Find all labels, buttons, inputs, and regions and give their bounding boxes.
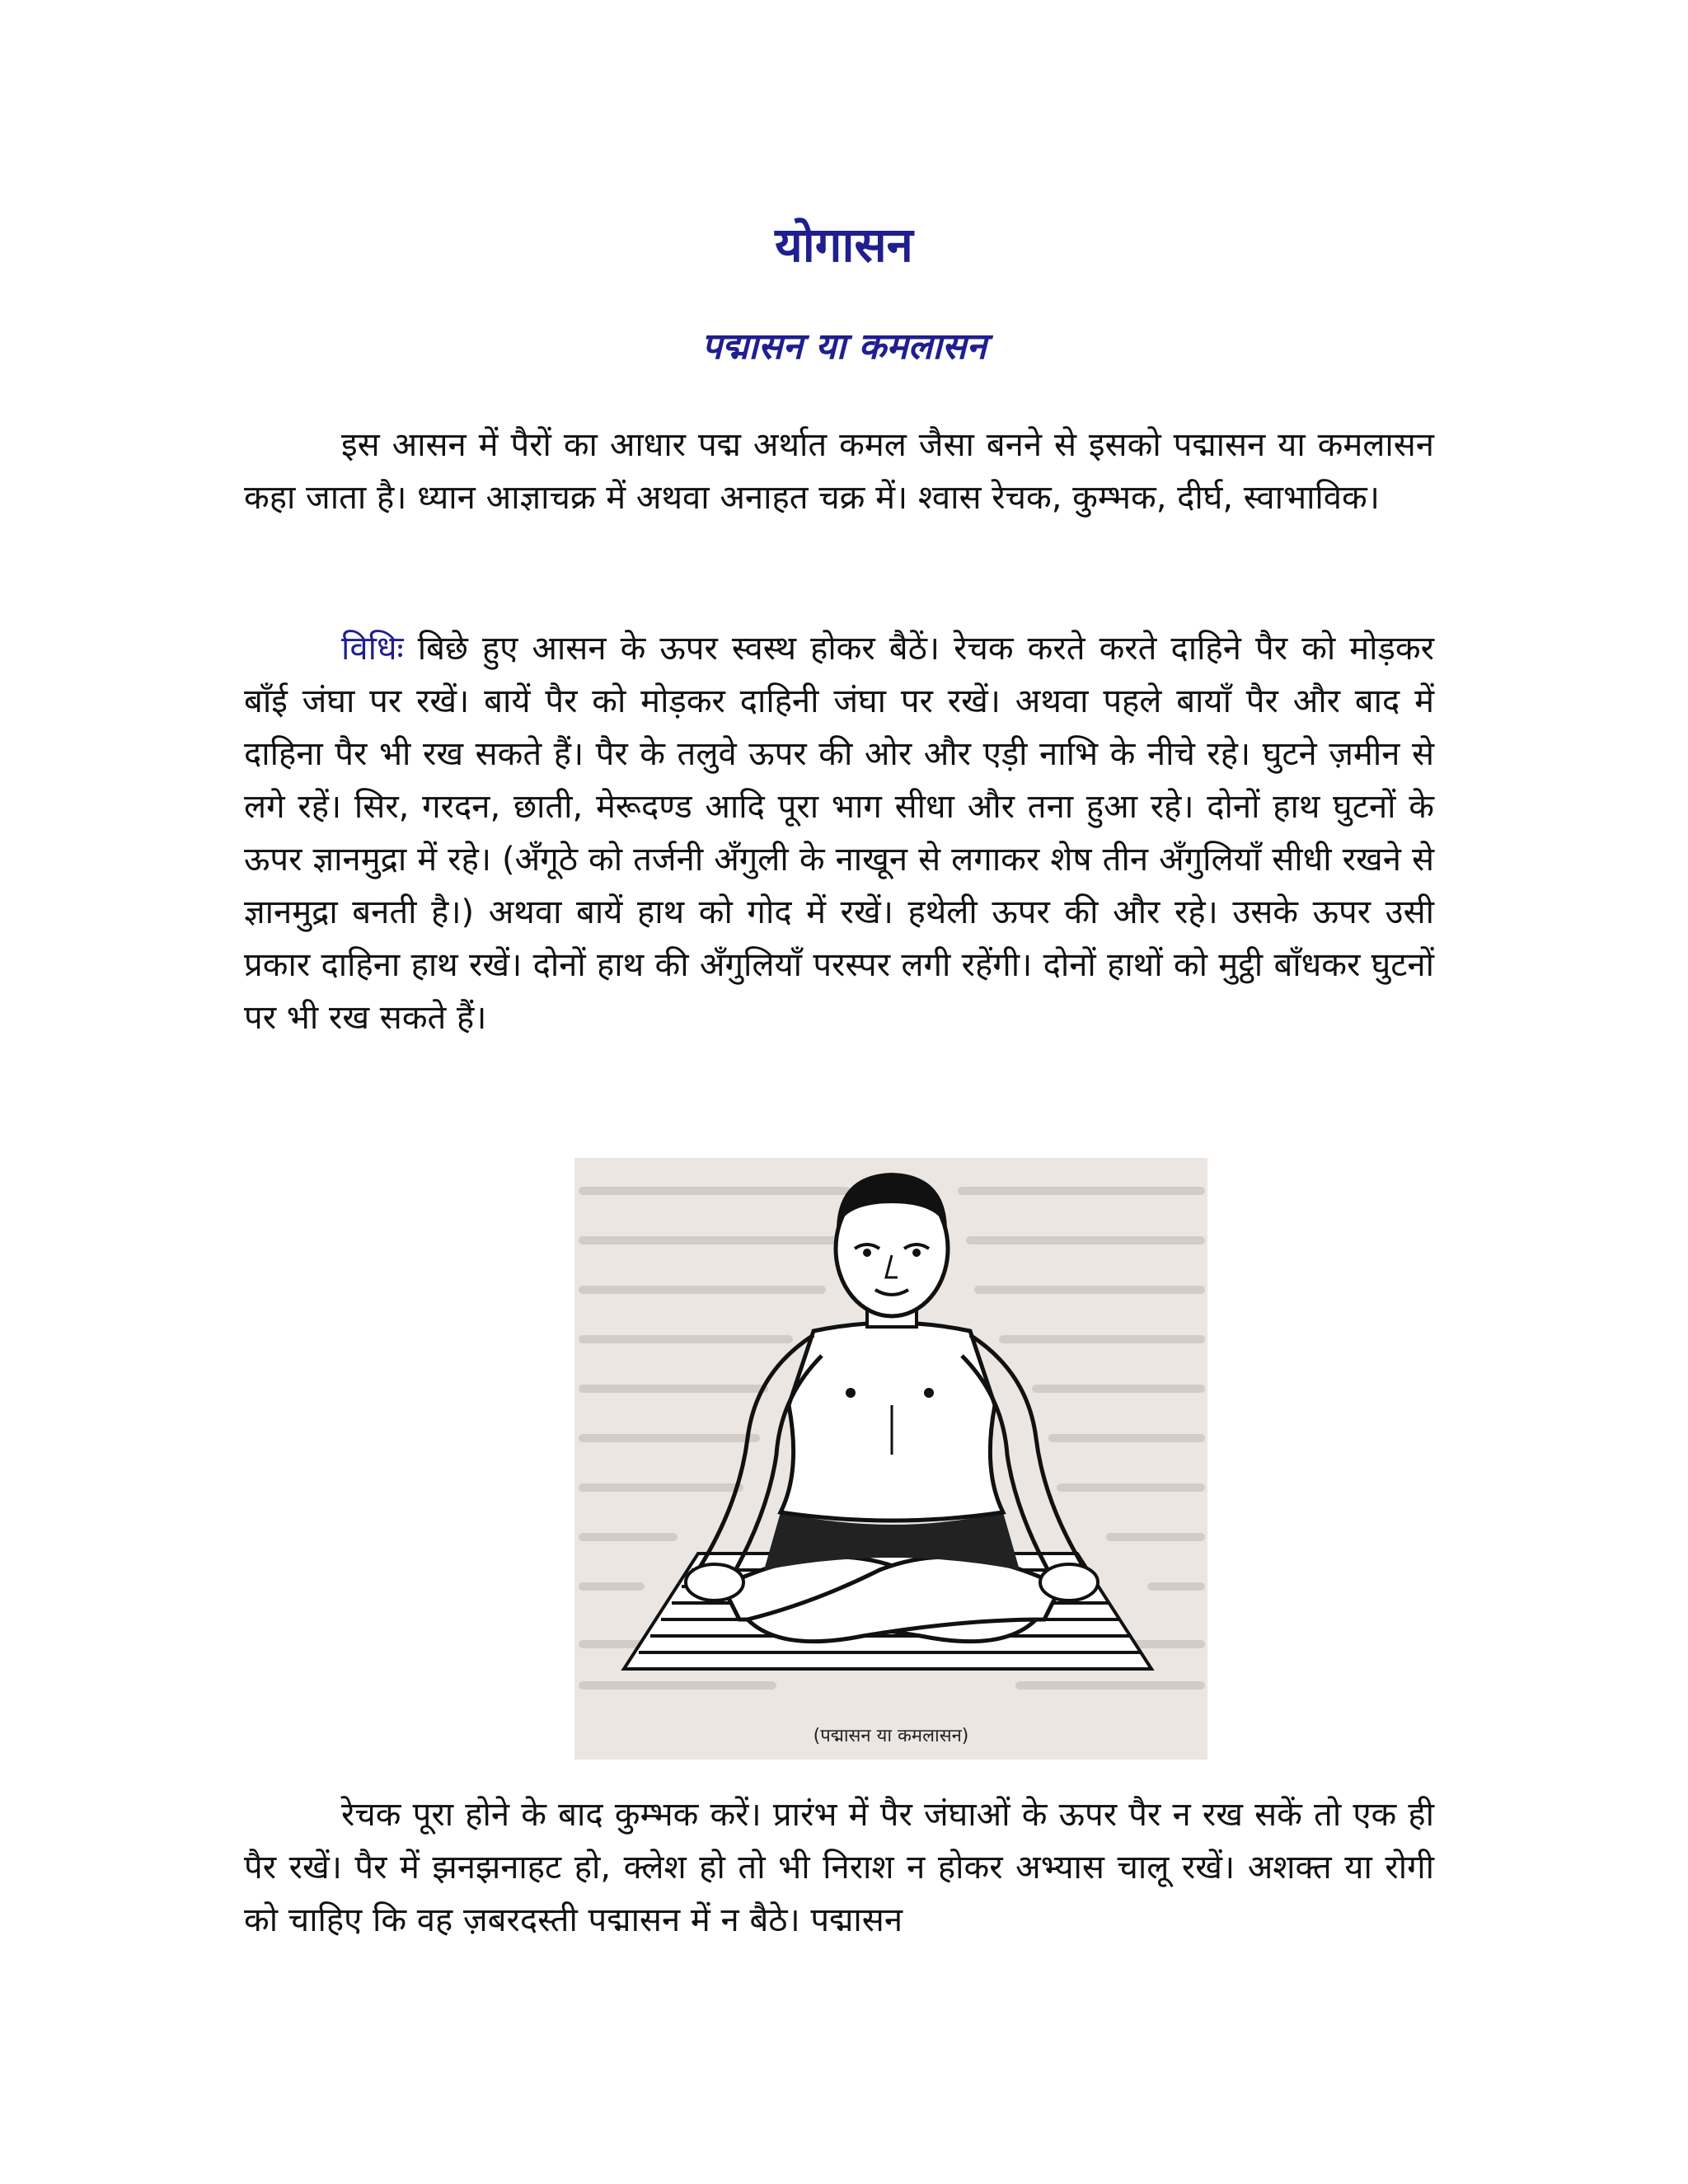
method-paragraph [244, 622, 1434, 1044]
figure-caption: (पद्मासन या कमलासन) [813, 1726, 969, 1746]
padmasana-illustration [574, 1158, 1207, 1718]
padmasana-figure [574, 1158, 1207, 1760]
section-subtitle: पद्मासन या कमलासन [701, 326, 987, 368]
method-label: विधिः [341, 630, 404, 668]
continuation-paragraph-text: रेचक पूरा होने के बाद कुम्भक करें। प्रारंभ में पैर जंघाओं के ऊपर पैर न रख सकें तो एक ही पैर रखें। पैर में झनझनाहट हो, क्लेश हो तो भी निराश न होकर अभ्यास चालू रखें। अशक्त या रोगी को चाहिए कि वह ज़बरदस्ती पद्मासन में न बैठे। पद्मासन [244, 1796, 1434, 1939]
page-title: योगासन [775, 217, 913, 273]
intro-paragraph-text: इस आसन में पैरों का आधार पद्म अर्थात कमल जैसा बनने से इसको पद्मासन या कमलासन कहा जाता है। ध्यान आज्ञाचक्र में अथवा अनाहत चक्र में। श्वास रेचक, कुम्भक, दीर्घ, स्वाभाविक। [244, 426, 1434, 517]
method-paragraph-text: बिछे हुए आसन के ऊपर स्वस्थ होकर बैठें। रेचक करते करते दाहिने पैर को मोड़कर बाँई जंघा पर रखें। बायें पैर को मोड़कर दाहिनी जंघा पर रखें। अथवा पहले बायाँ पैर और बाद में दाहिना पैर भी रख सकते हैं। पैर के तलुवे ऊपर की ओर और एड़ी नाभि के नीचे रहे। घुटने ज़मीन से लगे रहें। सिर, गरदन, छाती, मेरूदण्ड आदि पूरा भाग सीधा और तना हुआ रहे। दोनों हाथ घुटनों के ऊपर ज्ञानमुद्रा में रहे। (अँगूठे को तर्जनी अँगुली के नाखून से लगाकर शेष तीन अँगुलियाँ सीधी रखने से ज्ञानमुद्रा बनती है।) अथवा बायें हाथ को गोद में रखें। हथेली ऊपर की और रहे। उसके ऊपर उसी प्रकार दाहिना हाथ रखें। दोनों हाथ की अँगुलियाँ परस्पर लगी रहेंगी। दोनों हाथों को मुट्ठी बाँधकर घुटनों पर भी रख सकते हैं। [244, 630, 1434, 1037]
intro-paragraph [244, 419, 1434, 524]
continuation-paragraph [244, 1788, 1434, 1947]
